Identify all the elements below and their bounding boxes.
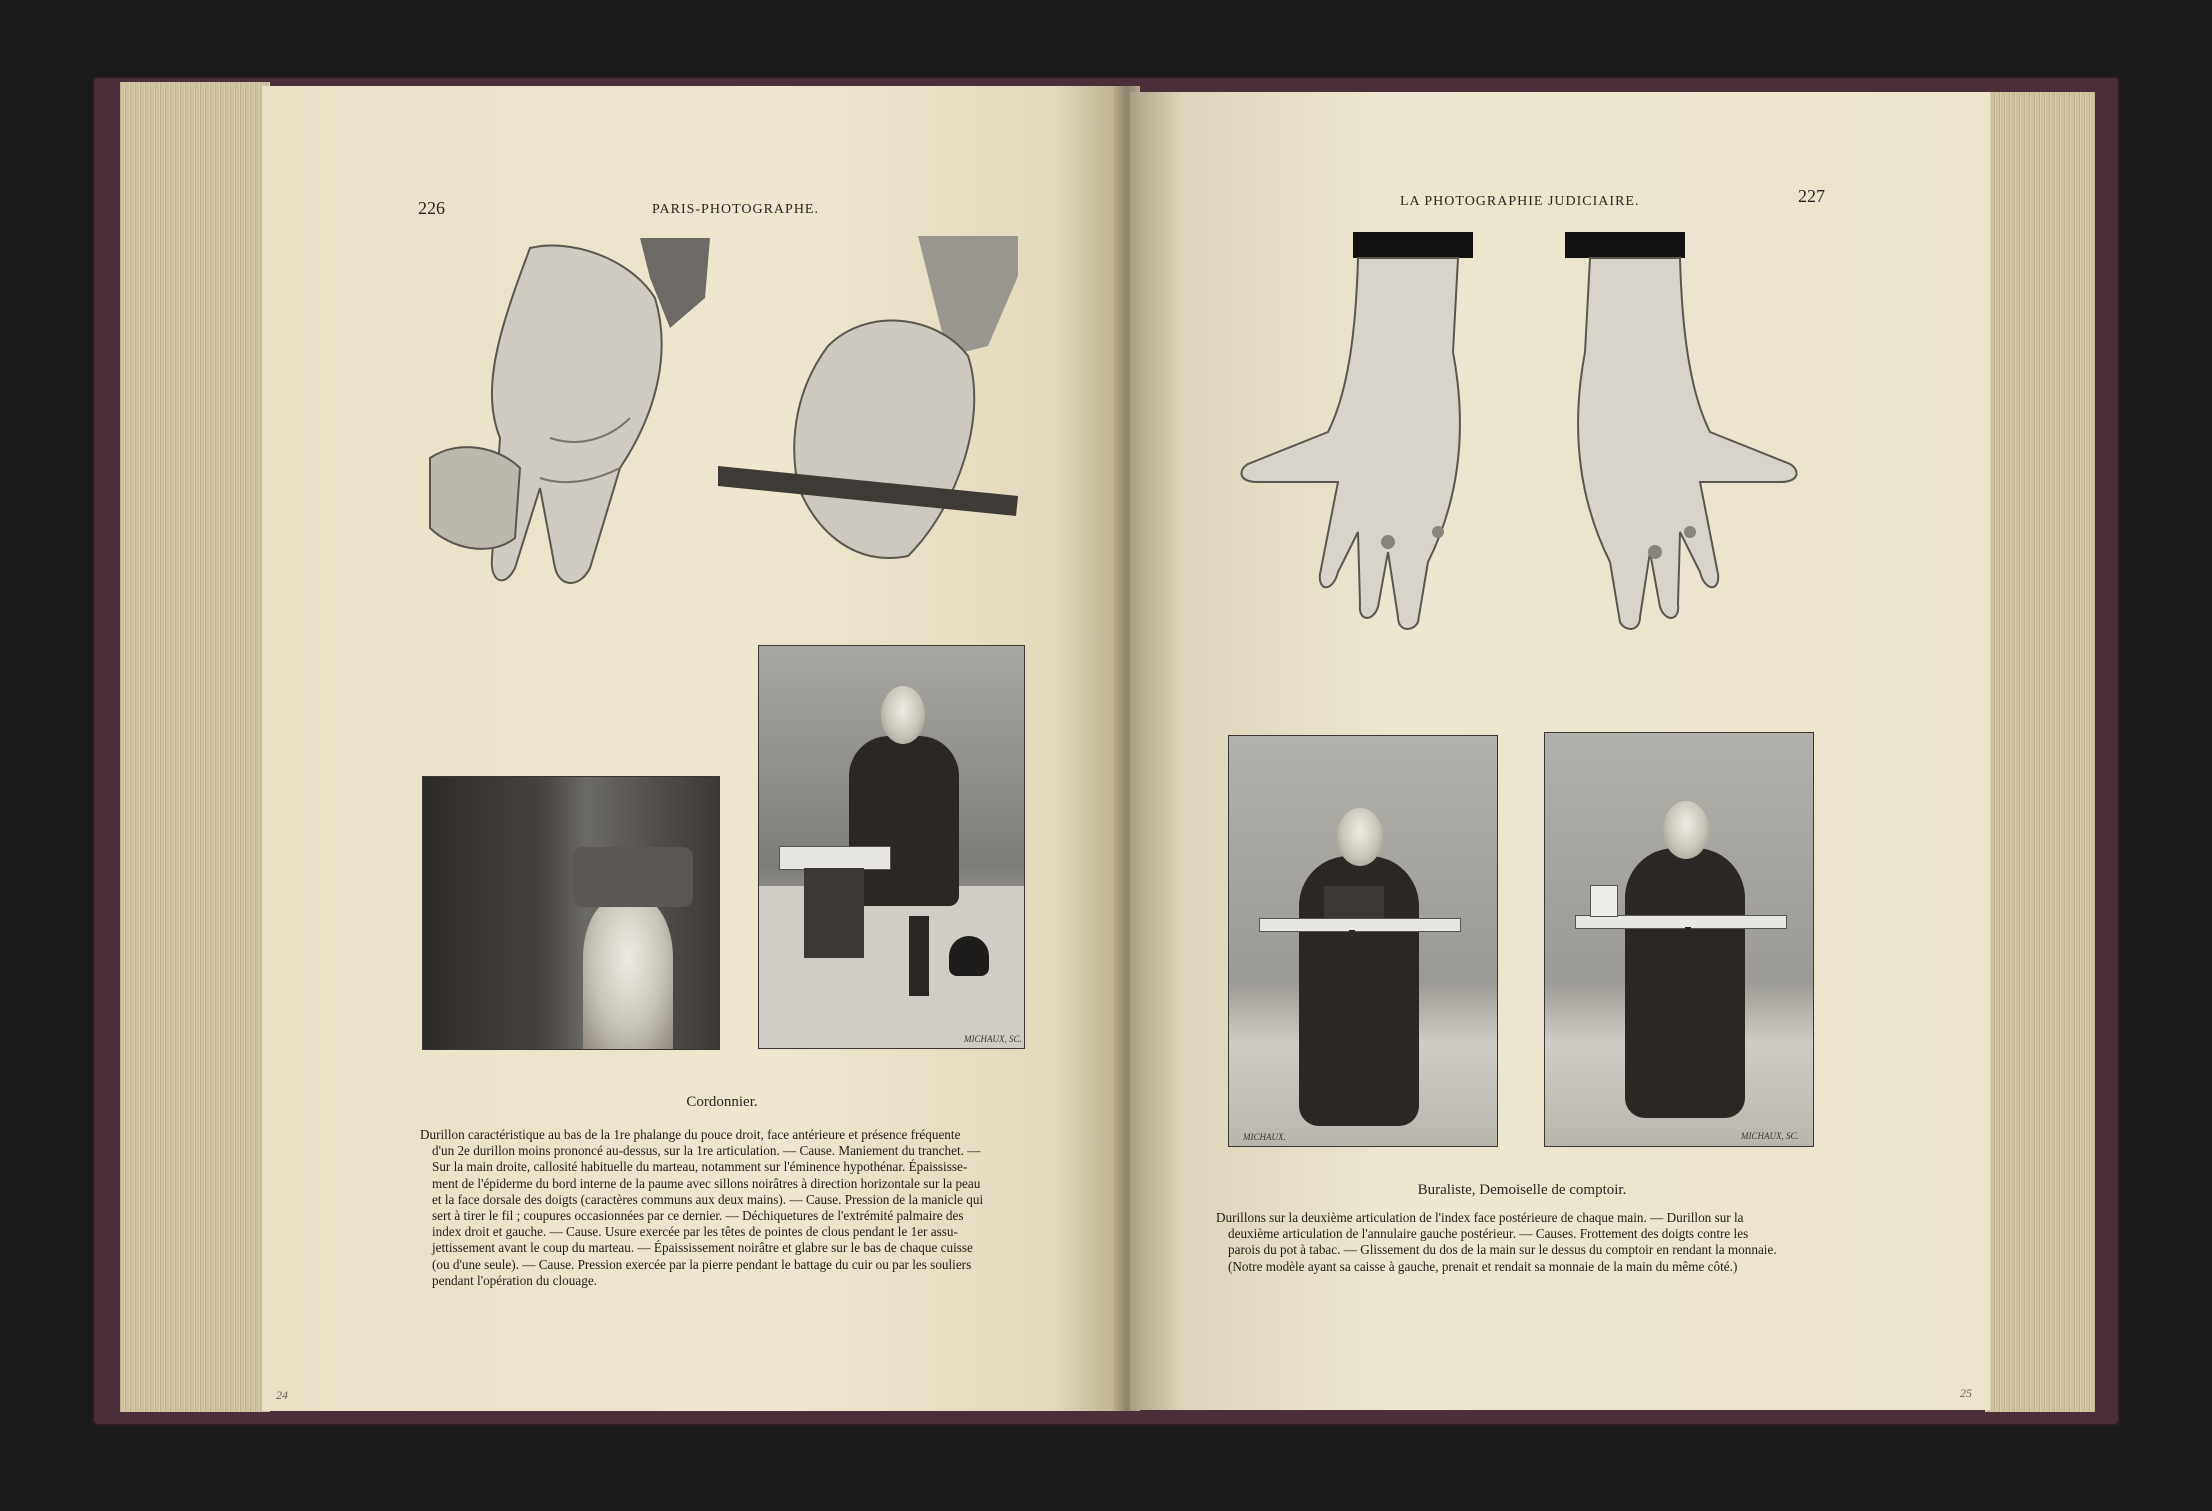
photo-cobbler-palm	[420, 238, 720, 608]
cobbler-leg	[909, 916, 929, 996]
right-running-head: LA PHOTOGRAPHIE JUDICIAIRE.	[1400, 194, 1640, 209]
cobbler-palm-illustration	[420, 238, 720, 608]
left-page-edges	[120, 82, 270, 1412]
right-body-line: (Notre modèle ayant sa caisse à gauche, prenait et rendait sa monnaie de la main du même côté.)	[1228, 1258, 1738, 1274]
bench-base	[804, 868, 864, 958]
right-body-line: deuxième articulation de l'annulaire gauche postérieur. — Causes. Frottement des doigts contre les	[1228, 1226, 1749, 1242]
left-body-line: et la face dorsale des doigts (caractères communs aux deux mains). — Cause. Pression de la manicle qui	[432, 1191, 984, 1207]
counter-leg	[1349, 930, 1355, 1120]
right-page-edges	[1985, 92, 2095, 1412]
left-page-number: 226	[418, 198, 445, 218]
photo-cobbler-fist-knife	[718, 236, 1048, 566]
right-body-text	[1216, 1210, 1838, 1275]
counter-top	[1259, 918, 1461, 932]
engraver-mark-left: MICHAUX, SC.	[964, 1034, 1022, 1044]
photo-clerk-one	[1228, 735, 1498, 1147]
cat	[949, 936, 989, 976]
left-running-head: PARIS-PHOTOGRAPHE.	[652, 202, 819, 217]
left-body-line: Durillon caractéristique au bas de la 1re phalange du pouce droit, face antérieure et présence fréquente	[420, 1127, 961, 1142]
photo-clerk-right-hand	[1560, 232, 1810, 632]
right-body-line: parois du pot à tabac. — Glissement du dos de la main sur le dessus du comptoir en rendant la monnaie.	[1228, 1242, 1777, 1258]
clerk-left-hand-illustration	[1238, 232, 1478, 632]
left-body-text	[420, 1127, 1045, 1289]
engraver-mark-right-b: MICHAUX, SC.	[1741, 1131, 1799, 1141]
knee-skin	[583, 897, 673, 1049]
right-margin-note: 25	[1960, 1386, 1972, 1400]
left-body-line: Sur la main droite, callosité habituelle du marteau, notamment sur l'éminence hypothénar. Épaississe-	[432, 1159, 968, 1175]
photo-cobbler-seated	[758, 645, 1025, 1049]
right-body-line: Durillons sur la deuxième articulation de l'index face postérieure de chaque main. — Durillon sur la	[1216, 1210, 1744, 1225]
tobacco-jar	[1590, 885, 1618, 917]
left-body-line: index droit et gauche. — Cause. Usure exercée par les têtes de pointes de clous pendant le 1er assu-	[432, 1224, 958, 1240]
left-body-line: (ou d'une seule). — Cause. Pression exercée par la pierre pendant le battage du cuir ou par les souliers	[432, 1256, 972, 1272]
clerk-head	[1337, 808, 1383, 866]
engraver-mark-right-a: MICHAUX.	[1243, 1132, 1286, 1142]
left-body-line: pendant l'opération du clouage.	[432, 1272, 597, 1288]
counter-top	[1575, 915, 1787, 929]
cobbler-bench	[779, 846, 891, 870]
scale	[1324, 886, 1384, 918]
cobbler-head	[881, 686, 925, 744]
left-caption: Cordonnier.	[686, 1094, 758, 1110]
left-margin-note: 24	[276, 1388, 288, 1402]
left-body-line: ment de l'épiderme du bord interne de la paume avec sillons noirâtres à direction horizontale sur la peau	[432, 1175, 981, 1191]
left-body-line: d'un 2e durillon moins prononcé au-dessus, sur la 1re articulation. — Cause. Maniement du tranchet. —	[432, 1143, 981, 1159]
left-body-line: jettissement avant le coup du marteau. — Épaississement noirâtre et glabre sur le bas de chaque cuisse	[432, 1240, 973, 1256]
photo-cobbler-knee	[422, 776, 720, 1050]
right-caption: Buraliste, Demoiselle de comptoir.	[1417, 1182, 1627, 1198]
clerk-right-hand-illustration	[1560, 232, 1810, 632]
clerk-head	[1663, 801, 1709, 859]
cobbler-figure	[849, 736, 959, 906]
left-body-line: sert à tirer le fil ; coupures occasionnées par ce dernier. — Déchiquetures de l'extrémité palmaire des	[432, 1208, 964, 1224]
counter-leg	[1685, 927, 1691, 1117]
trouser-cuff	[573, 847, 693, 907]
right-page-number: 227	[1798, 186, 1825, 206]
photo-clerk-left-hand	[1238, 232, 1478, 632]
photo-clerk-two	[1544, 732, 1814, 1147]
cobbler-fist-illustration	[718, 236, 1048, 566]
